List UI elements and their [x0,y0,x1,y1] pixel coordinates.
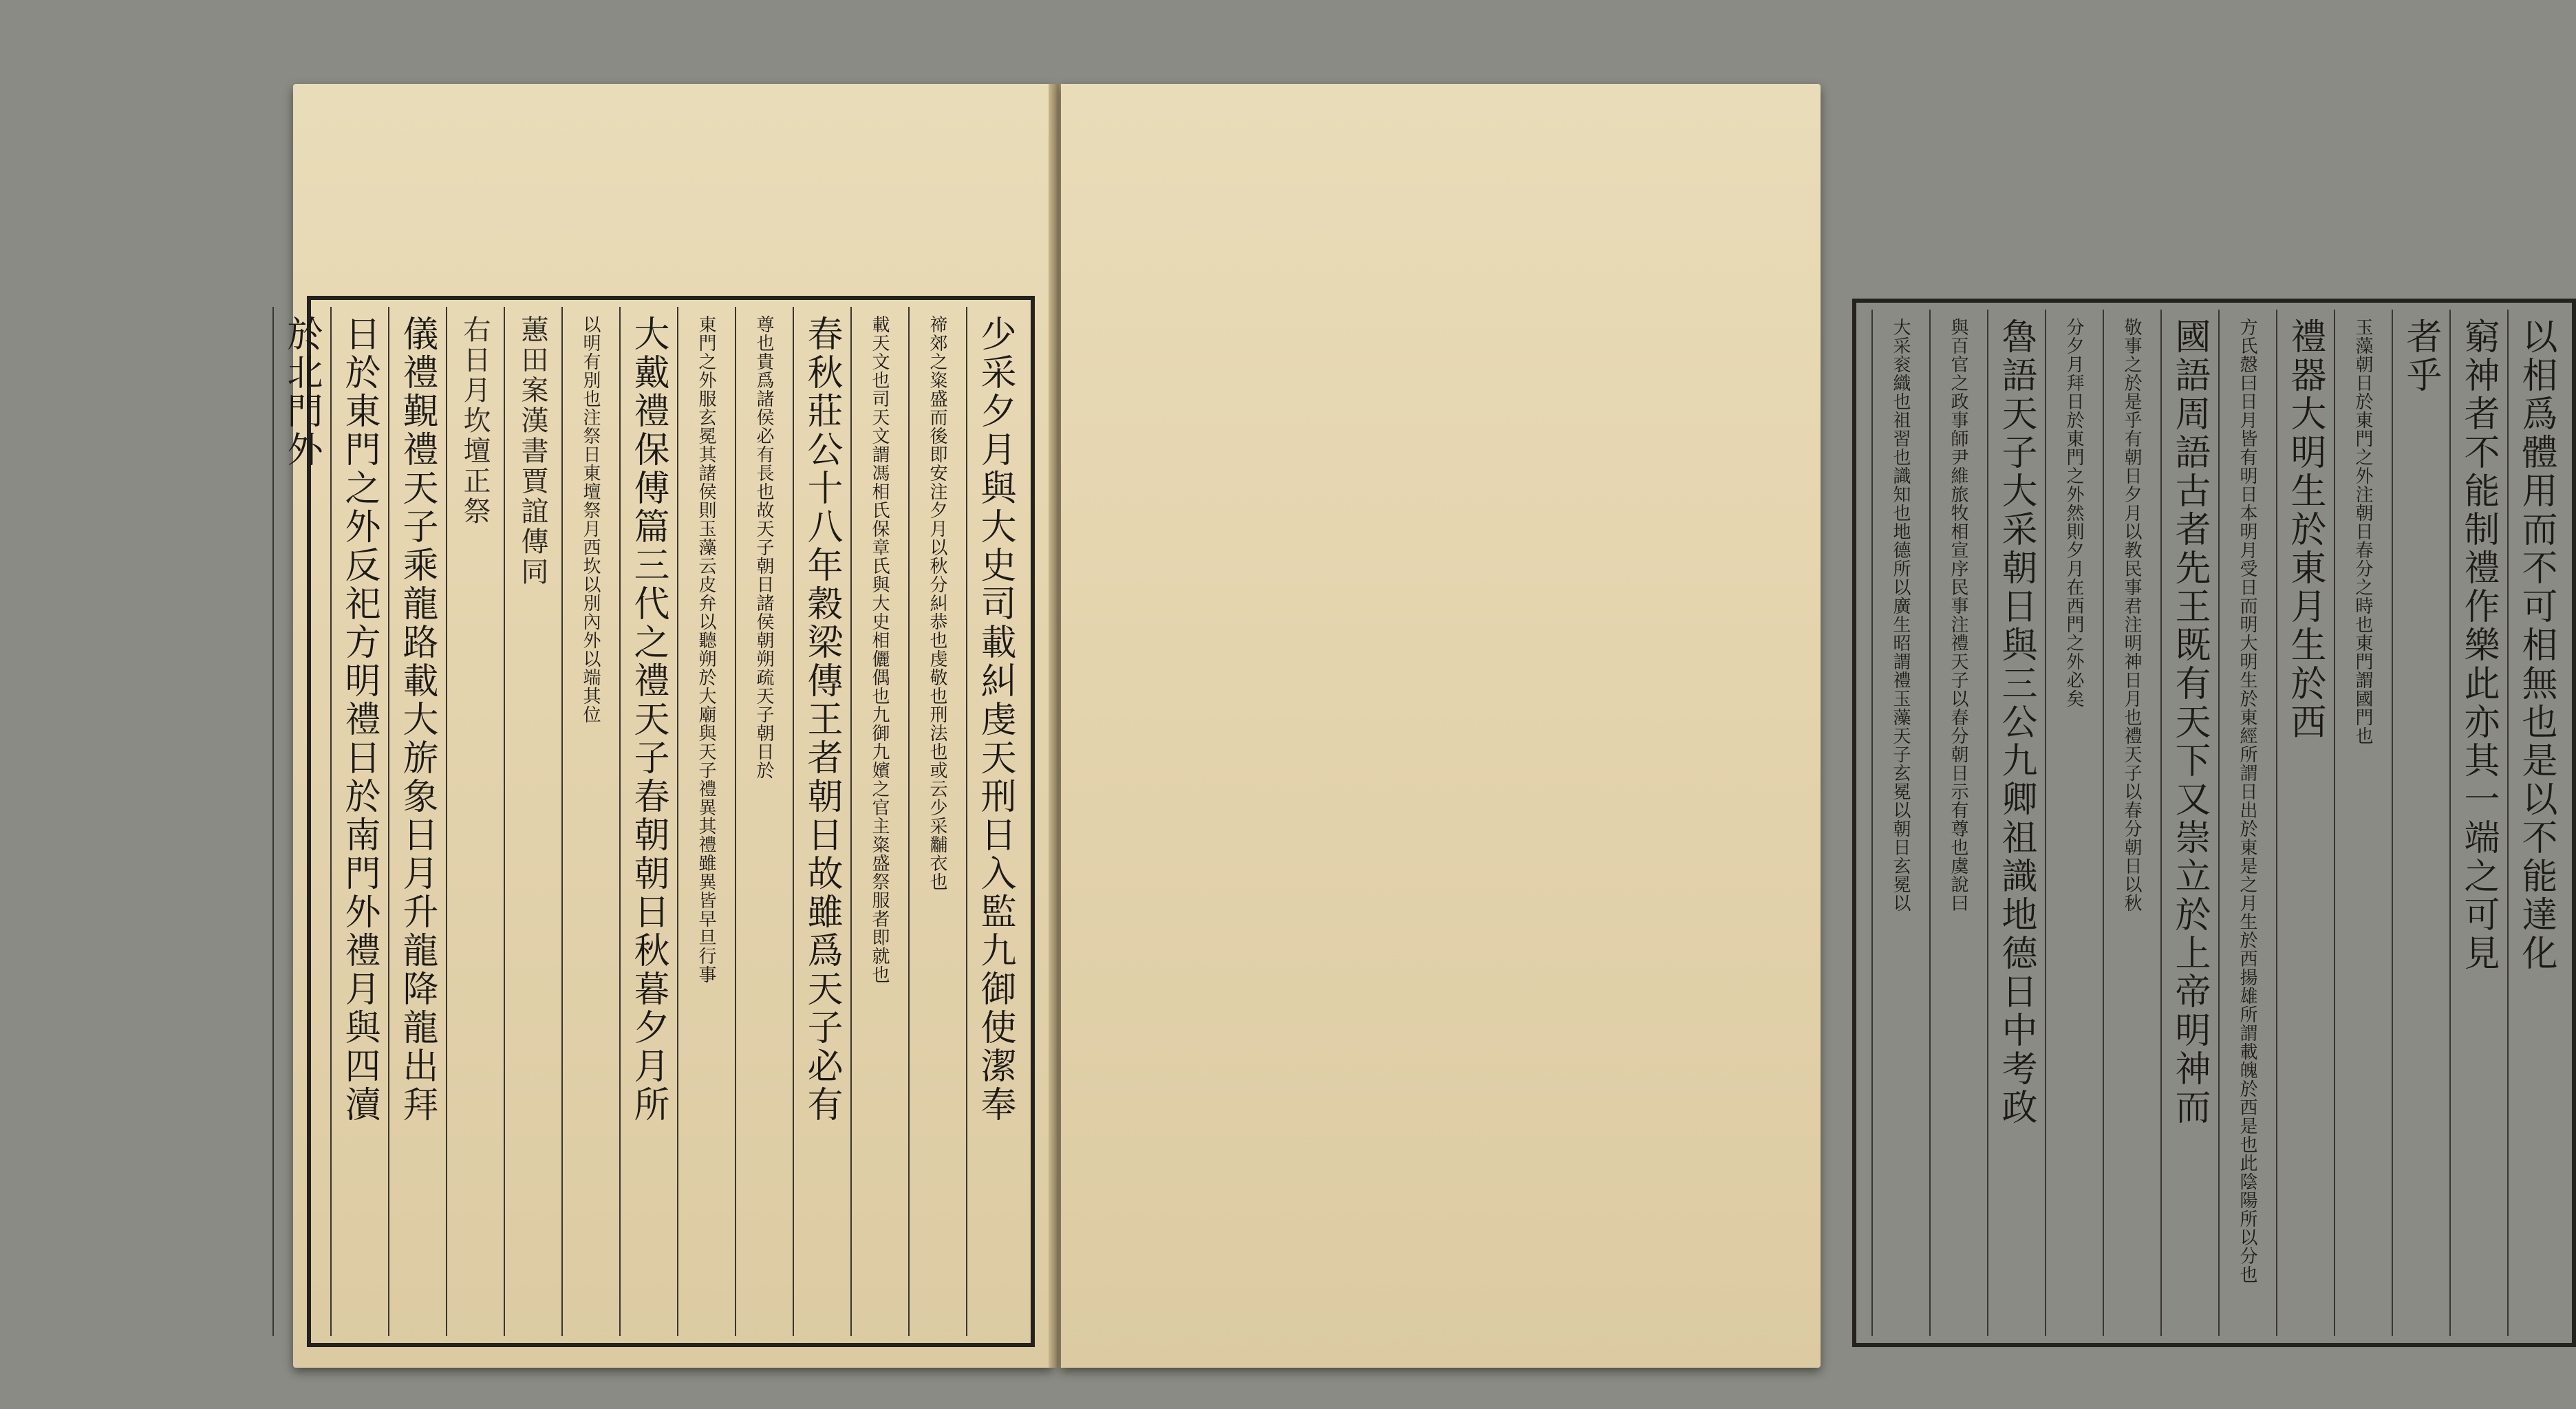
right-column-1: 以相爲體用而不可相無也是以不能達化 [2507,310,2565,1336]
right-column-10: 魯語天子大采朝日與三公九卿祖識地德日中考政 [1987,310,2045,1336]
right-column-9: 分夕月拜日於東門之外然則夕月在西門之外必矣 [2045,310,2103,1336]
open-book [281,84,2557,1368]
left-column-12: 日於東門之外反祀方明禮日於南門外禮月與四瀆 [330,307,388,1336]
left-column-6: 東門之外服玄冕其諸侯則玉藻云皮弁以聽朔於大廟與天子禮異其禮雖異皆早旦行事 [677,307,735,1336]
left-column-3: 載天文也司天文謂馮相氏保章氏與大史相儷偶也九御九嬪之官主粢盛祭服者即就也 [850,307,908,1336]
left-column-7: 大戴禮保傅篇三代之禮天子春朝朝日秋暮夕月所 [619,307,677,1336]
right-column-2: 窮神者不能制禮作樂此亦其一端之可見 [2449,310,2507,1336]
right-column-5: 禮器大明生於東月生於西 [2276,310,2334,1336]
right-page [1061,84,2557,1368]
left-text-frame [281,296,1035,1347]
right-column-12: 大采衮織也祖習也識知也地德所以廣生昭謂禮玉藻天子玄冕以朝日玄冕以 [1871,310,1929,1336]
left-column-4: 春秋莊公十八年穀梁傳王者朝日故雖爲天子必有 [793,307,850,1336]
right-text-frame [1852,299,2576,1347]
left-column-13: 於北門外 [272,307,330,1336]
left-column-5: 尊也貴爲諸侯必有長也故天子朝日諸侯朝朔疏天子朝日於 [735,307,793,1336]
right-column-3: 者乎 [2392,310,2449,1336]
right-column-6: 方氏慤曰日月皆有明日本明月受日而明大明生於東經所謂日出於東是之月生於西揚雄所謂載魄於西是也此陰陽所以分也 [2218,310,2276,1336]
left-column-2: 禘郊之粢盛而後即安注夕月以秋分糾恭也虔敬也刑法也或云少采黼衣也 [908,307,966,1336]
left-column-8: 以明有別也注祭日東壇祭月西坎以別內外以端其位 [561,307,619,1336]
right-column-11: 與百官之政事師尹維旅牧相宣序民事注禮天子以春分朝日示有尊也虞說曰 [1929,310,1987,1336]
left-column-11: 儀禮覲禮天子乘龍路載大旂象日月升龍降龍出拜 [388,307,446,1336]
right-column-7: 國語周語古者先王既有天下又崇立於上帝明神而 [2160,310,2218,1336]
right-column-8: 敬事之於是乎有朝日夕月以教民事君注明神日月也禮天子以春分朝日以秋 [2103,310,2160,1336]
right-columns [1863,310,2565,1336]
left-column-10: 右日月坎壇正祭 [446,307,504,1336]
left-page [281,84,1053,1368]
left-columns [281,307,1024,1336]
left-column-9: 蕙田案漢書賈誼傳同 [504,307,561,1336]
left-column-1: 少采夕月與大史司載糾虔天刑日入監九御使潔奉 [966,307,1024,1336]
right-column-4: 玉藻朝日於東門之外注朝日春分之時也東門謂國門也 [2334,310,2392,1336]
